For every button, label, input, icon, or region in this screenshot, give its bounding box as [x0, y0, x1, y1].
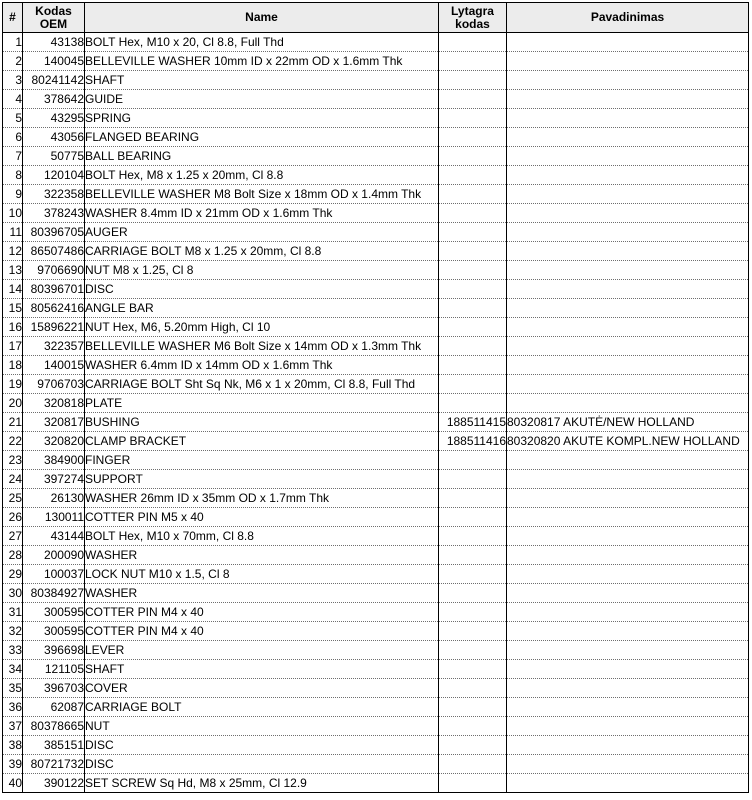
cell-pavadinimas[interactable]	[507, 90, 749, 109]
cell-pavadinimas[interactable]	[507, 584, 749, 603]
table-row	[3, 470, 749, 489]
cell-name[interactable]: LOCK NUT M10 x 1.5, Cl 8	[85, 565, 439, 584]
cell-num[interactable]: 12	[3, 242, 23, 261]
cell-num[interactable]: 8	[3, 166, 23, 185]
cell-num[interactable]: 26	[3, 508, 23, 527]
cell-pavadinimas[interactable]	[507, 356, 749, 375]
header-num[interactable]: #	[3, 3, 23, 33]
table-row	[3, 242, 749, 261]
cell-lytagra-code[interactable]	[439, 603, 507, 622]
cell-oem-code[interactable]: 43138	[23, 33, 85, 52]
cell-pavadinimas[interactable]	[507, 622, 749, 641]
cell-pavadinimas[interactable]	[507, 375, 749, 394]
table-row	[3, 660, 749, 679]
cell-oem-code[interactable]: 396698	[23, 641, 85, 660]
cell-lytagra-code[interactable]	[439, 584, 507, 603]
cell-oem-code[interactable]: 378243	[23, 204, 85, 223]
header-lytagra-code[interactable]	[439, 3, 507, 33]
cell-oem-code[interactable]: 385151	[23, 736, 85, 755]
cell-oem-code[interactable]: 80384927	[23, 584, 85, 603]
table-row	[3, 375, 749, 394]
cell-pavadinimas[interactable]	[507, 451, 749, 470]
cell-name[interactable]: BALL BEARING	[85, 147, 439, 166]
cell-num[interactable]: 16	[3, 318, 23, 337]
cell-pavadinimas[interactable]	[507, 299, 749, 318]
cell-pavadinimas[interactable]	[507, 698, 749, 717]
table-row	[3, 394, 749, 413]
table-row	[3, 223, 749, 242]
cell-oem-code[interactable]: 80562416	[23, 299, 85, 318]
cell-oem-code[interactable]: 396703	[23, 679, 85, 698]
cell-num[interactable]: 25	[3, 489, 23, 508]
table-row	[3, 698, 749, 717]
table-row	[3, 90, 749, 109]
cell-num[interactable]: 6	[3, 128, 23, 147]
cell-pavadinimas[interactable]: 80320820 AKUTE KOMPL.NEW HOLLAND	[507, 432, 749, 451]
table-row	[3, 432, 749, 451]
cell-lytagra-code[interactable]	[439, 71, 507, 90]
cell-lytagra-code[interactable]	[439, 356, 507, 375]
cell-lytagra-code[interactable]	[439, 660, 507, 679]
table-row	[3, 299, 749, 318]
cell-name[interactable]: COTTER PIN M4 x 40	[85, 622, 439, 641]
cell-oem-code[interactable]: 378642	[23, 90, 85, 109]
header-oem-code[interactable]	[23, 3, 85, 33]
cell-lytagra-code[interactable]	[439, 527, 507, 546]
cell-oem-code[interactable]: 9706703	[23, 375, 85, 394]
parts-table	[2, 2, 749, 793]
cell-oem-code[interactable]: 200090	[23, 546, 85, 565]
cell-pavadinimas[interactable]: 80320817 AKUTĖ/NEW HOLLAND	[507, 413, 749, 432]
cell-oem-code[interactable]: 120104	[23, 166, 85, 185]
cell-num[interactable]: 38	[3, 736, 23, 755]
cell-name[interactable]: BELLEVILLE WASHER M6 Bolt Size x 14mm OD x 1.3mm Thk	[85, 337, 439, 356]
cell-oem-code[interactable]: 50775	[23, 147, 85, 166]
cell-oem-code[interactable]: 140015	[23, 356, 85, 375]
cell-oem-code[interactable]: 320818	[23, 394, 85, 413]
cell-num[interactable]: 27	[3, 527, 23, 546]
cell-num[interactable]: 11	[3, 223, 23, 242]
cell-pavadinimas[interactable]	[507, 261, 749, 280]
cell-num[interactable]: 32	[3, 622, 23, 641]
cell-num[interactable]: 21	[3, 413, 23, 432]
table-row	[3, 128, 749, 147]
cell-pavadinimas[interactable]	[507, 318, 749, 337]
cell-pavadinimas[interactable]	[507, 774, 749, 793]
cell-lytagra-code[interactable]	[439, 451, 507, 470]
cell-name[interactable]: BELLEVILLE WASHER M8 Bolt Size x 18mm OD x 1.4mm Thk	[85, 185, 439, 204]
cell-num[interactable]: 35	[3, 679, 23, 698]
cell-lytagra-code[interactable]	[439, 641, 507, 660]
cell-lytagra-code[interactable]	[439, 147, 507, 166]
cell-name[interactable]: FINGER	[85, 451, 439, 470]
cell-num[interactable]: 36	[3, 698, 23, 717]
cell-oem-code[interactable]: 320820	[23, 432, 85, 451]
cell-pavadinimas[interactable]	[507, 185, 749, 204]
table-row	[3, 755, 749, 774]
cell-lytagra-code[interactable]	[439, 679, 507, 698]
table-row	[3, 261, 749, 280]
cell-lytagra-code[interactable]	[439, 470, 507, 489]
table-row	[3, 451, 749, 470]
cell-name[interactable]: COVER	[85, 679, 439, 698]
cell-lytagra-code[interactable]	[439, 774, 507, 793]
cell-pavadinimas[interactable]	[507, 489, 749, 508]
table-row	[3, 622, 749, 641]
cell-lytagra-code[interactable]	[439, 52, 507, 71]
cell-name[interactable]: SPRING	[85, 109, 439, 128]
cell-name[interactable]: PLATE	[85, 394, 439, 413]
cell-name[interactable]: SHAFT	[85, 660, 439, 679]
cell-oem-code[interactable]: 384900	[23, 451, 85, 470]
cell-num[interactable]: 17	[3, 337, 23, 356]
cell-name[interactable]: BELLEVILLE WASHER 10mm ID x 22mm OD x 1.6mm Thk	[85, 52, 439, 71]
cell-oem-code[interactable]: 62087	[23, 698, 85, 717]
cell-num[interactable]: 5	[3, 109, 23, 128]
cell-oem-code[interactable]: 390122	[23, 774, 85, 793]
cell-name[interactable]: WASHER	[85, 584, 439, 603]
cell-num[interactable]: 13	[3, 261, 23, 280]
table-row	[3, 508, 749, 527]
cell-oem-code[interactable]: 86507486	[23, 242, 85, 261]
cell-pavadinimas[interactable]	[507, 337, 749, 356]
header-oem-line2: OEM	[39, 16, 68, 31]
cell-pavadinimas[interactable]	[507, 223, 749, 242]
cell-lytagra-code[interactable]	[439, 280, 507, 299]
cell-name[interactable]: GUIDE	[85, 90, 439, 109]
cell-num[interactable]: 15	[3, 299, 23, 318]
cell-num[interactable]: 23	[3, 451, 23, 470]
table-row	[3, 185, 749, 204]
cell-name[interactable]: WASHER 8.4mm ID x 21mm OD x 1.6mm Thk	[85, 204, 439, 223]
cell-lytagra-code[interactable]	[439, 375, 507, 394]
cell-name[interactable]: CARRIAGE BOLT M8 x 1.25 x 20mm, Cl 8.8	[85, 242, 439, 261]
cell-name[interactable]: BOLT Hex, M10 x 20, Cl 8.8, Full Thd	[85, 33, 439, 52]
cell-pavadinimas[interactable]	[507, 755, 749, 774]
cell-oem-code[interactable]: 43144	[23, 527, 85, 546]
cell-name[interactable]: LEVER	[85, 641, 439, 660]
cell-num[interactable]: 31	[3, 603, 23, 622]
table-row	[3, 71, 749, 90]
table-row	[3, 736, 749, 755]
cell-num[interactable]: 29	[3, 565, 23, 584]
cell-pavadinimas[interactable]	[507, 508, 749, 527]
cell-lytagra-code[interactable]	[439, 261, 507, 280]
cell-oem-code[interactable]: 320817	[23, 413, 85, 432]
cell-lytagra-code[interactable]	[439, 508, 507, 527]
cell-oem-code[interactable]: 26130	[23, 489, 85, 508]
cell-lytagra-code[interactable]	[439, 337, 507, 356]
cell-pavadinimas[interactable]	[507, 128, 749, 147]
cell-num[interactable]: 24	[3, 470, 23, 489]
cell-pavadinimas[interactable]	[507, 736, 749, 755]
cell-num[interactable]: 10	[3, 204, 23, 223]
table-row	[3, 318, 749, 337]
cell-name[interactable]: FLANGED BEARING	[85, 128, 439, 147]
header-lytagra-line2: kodas	[455, 16, 490, 31]
cell-lytagra-code[interactable]: 188511415	[439, 413, 507, 432]
cell-oem-code[interactable]: 43056	[23, 128, 85, 147]
cell-lytagra-code[interactable]	[439, 90, 507, 109]
cell-num[interactable]: 19	[3, 375, 23, 394]
cell-name[interactable]: WASHER 26mm ID x 35mm OD x 1.7mm Thk	[85, 489, 439, 508]
table-row	[3, 356, 749, 375]
table-row	[3, 527, 749, 546]
table-row	[3, 33, 749, 52]
cell-pavadinimas[interactable]	[507, 679, 749, 698]
cell-name[interactable]: DISC	[85, 755, 439, 774]
table-row	[3, 641, 749, 660]
cell-pavadinimas[interactable]	[507, 109, 749, 128]
cell-name[interactable]: BUSHING	[85, 413, 439, 432]
cell-oem-code[interactable]: 140045	[23, 52, 85, 71]
cell-oem-code[interactable]: 80241142	[23, 71, 85, 90]
cell-oem-code[interactable]: 80721732	[23, 755, 85, 774]
cell-num[interactable]: 33	[3, 641, 23, 660]
cell-name[interactable]: WASHER 6.4mm ID x 14mm OD x 1.6mm Thk	[85, 356, 439, 375]
header-oem-line1: Kodas	[35, 3, 72, 18]
cell-lytagra-code[interactable]	[439, 755, 507, 774]
cell-pavadinimas[interactable]	[507, 52, 749, 71]
cell-lytagra-code[interactable]	[439, 622, 507, 641]
table-row	[3, 565, 749, 584]
cell-oem-code[interactable]: 9706690	[23, 261, 85, 280]
cell-lytagra-code[interactable]	[439, 166, 507, 185]
table-row	[3, 546, 749, 565]
cell-oem-code[interactable]: 80396701	[23, 280, 85, 299]
table-row	[3, 280, 749, 299]
cell-num[interactable]: 14	[3, 280, 23, 299]
table-row	[3, 166, 749, 185]
cell-num[interactable]: 4	[3, 90, 23, 109]
header-name[interactable]: Name	[85, 3, 439, 33]
cell-name[interactable]: NUT	[85, 717, 439, 736]
cell-lytagra-code[interactable]	[439, 698, 507, 717]
cell-pavadinimas[interactable]	[507, 33, 749, 52]
header-pavadinimas[interactable]: Pavadinimas	[507, 3, 749, 33]
cell-lytagra-code[interactable]	[439, 565, 507, 584]
table-row	[3, 109, 749, 128]
cell-pavadinimas[interactable]	[507, 242, 749, 261]
cell-name[interactable]: DISC	[85, 736, 439, 755]
header-row	[3, 3, 749, 33]
cell-lytagra-code[interactable]	[439, 394, 507, 413]
cell-num[interactable]: 30	[3, 584, 23, 603]
cell-num[interactable]: 40	[3, 774, 23, 793]
cell-pavadinimas[interactable]	[507, 527, 749, 546]
table-row	[3, 679, 749, 698]
cell-name[interactable]: WASHER	[85, 546, 439, 565]
cell-pavadinimas[interactable]	[507, 394, 749, 413]
cell-num[interactable]: 34	[3, 660, 23, 679]
cell-name[interactable]: AUGER	[85, 223, 439, 242]
cell-name[interactable]: DISC	[85, 280, 439, 299]
cell-name[interactable]: BOLT Hex, M8 x 1.25 x 20mm, Cl 8.8	[85, 166, 439, 185]
cell-name[interactable]: SUPPORT	[85, 470, 439, 489]
header-lytagra-line1: Lytagra	[451, 3, 494, 18]
cell-lytagra-code[interactable]	[439, 128, 507, 147]
cell-pavadinimas[interactable]	[507, 641, 749, 660]
cell-oem-code[interactable]: 80396705	[23, 223, 85, 242]
cell-pavadinimas[interactable]	[507, 204, 749, 223]
table-row	[3, 337, 749, 356]
cell-lytagra-code[interactable]	[439, 185, 507, 204]
cell-name[interactable]: NUT Hex, M6, 5.20mm High, Cl 10	[85, 318, 439, 337]
cell-name[interactable]: NUT M8 x 1.25, Cl 8	[85, 261, 439, 280]
cell-name[interactable]: CARRIAGE BOLT	[85, 698, 439, 717]
cell-num[interactable]: 1	[3, 33, 23, 52]
cell-pavadinimas[interactable]	[507, 280, 749, 299]
cell-name[interactable]: BOLT Hex, M10 x 70mm, Cl 8.8	[85, 527, 439, 546]
table-row	[3, 584, 749, 603]
cell-oem-code[interactable]: 322358	[23, 185, 85, 204]
cell-lytagra-code[interactable]	[439, 736, 507, 755]
cell-lytagra-code[interactable]	[439, 33, 507, 52]
cell-pavadinimas[interactable]	[507, 470, 749, 489]
cell-oem-code[interactable]: 130011	[23, 508, 85, 527]
cell-lytagra-code[interactable]	[439, 318, 507, 337]
cell-name[interactable]: SHAFT	[85, 71, 439, 90]
cell-oem-code[interactable]: 121105	[23, 660, 85, 679]
cell-lytagra-code[interactable]	[439, 299, 507, 318]
cell-lytagra-code[interactable]	[439, 489, 507, 508]
cell-lytagra-code[interactable]	[439, 223, 507, 242]
table-row	[3, 52, 749, 71]
table-row	[3, 147, 749, 166]
cell-pavadinimas[interactable]	[507, 166, 749, 185]
cell-pavadinimas[interactable]	[507, 147, 749, 166]
cell-pavadinimas[interactable]	[507, 546, 749, 565]
cell-name[interactable]: CLAMP BRACKET	[85, 432, 439, 451]
cell-oem-code[interactable]: 100037	[23, 565, 85, 584]
table-row	[3, 603, 749, 622]
cell-name[interactable]: ANGLE BAR	[85, 299, 439, 318]
cell-lytagra-code[interactable]	[439, 242, 507, 261]
table-row	[3, 204, 749, 223]
cell-oem-code[interactable]: 43295	[23, 109, 85, 128]
table-row	[3, 413, 749, 432]
cell-num[interactable]: 28	[3, 546, 23, 565]
table-row	[3, 489, 749, 508]
cell-oem-code[interactable]: 300595	[23, 622, 85, 641]
cell-name[interactable]: SET SCREW Sq Hd, M8 x 25mm, Cl 12.9	[85, 774, 439, 793]
cell-oem-code[interactable]: 397274	[23, 470, 85, 489]
cell-oem-code[interactable]: 15896221	[23, 318, 85, 337]
cell-oem-code[interactable]: 300595	[23, 603, 85, 622]
cell-num[interactable]: 37	[3, 717, 23, 736]
cell-num[interactable]: 9	[3, 185, 23, 204]
table-row	[3, 774, 749, 793]
cell-lytagra-code[interactable]	[439, 717, 507, 736]
cell-num[interactable]: 20	[3, 394, 23, 413]
cell-num[interactable]: 3	[3, 71, 23, 90]
cell-name[interactable]: COTTER PIN M4 x 40	[85, 603, 439, 622]
cell-pavadinimas[interactable]	[507, 71, 749, 90]
cell-num[interactable]: 2	[3, 52, 23, 71]
cell-pavadinimas[interactable]	[507, 660, 749, 679]
cell-num[interactable]: 18	[3, 356, 23, 375]
cell-oem-code[interactable]: 80378665	[23, 717, 85, 736]
cell-lytagra-code[interactable]	[439, 109, 507, 128]
cell-num[interactable]: 22	[3, 432, 23, 451]
cell-lytagra-code[interactable]: 188511416	[439, 432, 507, 451]
cell-name[interactable]: CARRIAGE BOLT Sht Sq Nk, M6 x 1 x 20mm, Cl 8.8, Full Thd	[85, 375, 439, 394]
cell-pavadinimas[interactable]	[507, 565, 749, 584]
cell-pavadinimas[interactable]	[507, 717, 749, 736]
cell-num[interactable]: 39	[3, 755, 23, 774]
cell-lytagra-code[interactable]	[439, 204, 507, 223]
cell-lytagra-code[interactable]	[439, 546, 507, 565]
cell-num[interactable]: 7	[3, 147, 23, 166]
table-row	[3, 717, 749, 736]
cell-oem-code[interactable]: 322357	[23, 337, 85, 356]
cell-name[interactable]: COTTER PIN M5 x 40	[85, 508, 439, 527]
cell-pavadinimas[interactable]	[507, 603, 749, 622]
